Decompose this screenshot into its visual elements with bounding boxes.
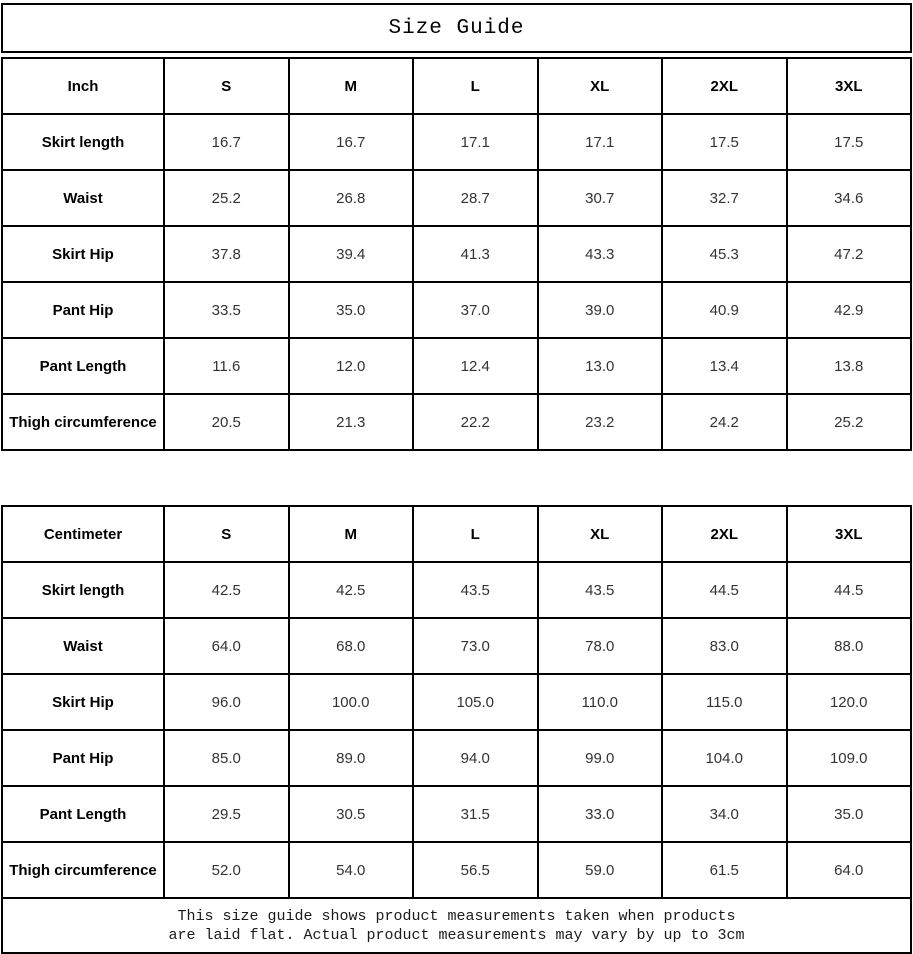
measurement-value: 23.2: [538, 394, 663, 450]
table-row: [2, 282, 911, 338]
measurement-value: 41.3: [413, 226, 538, 282]
measurement-value: 88.0: [787, 618, 912, 674]
measurement-value: 17.1: [538, 114, 663, 170]
table-row: [2, 842, 911, 898]
measurement-value: 45.3: [662, 226, 787, 282]
measurement-value: 39.4: [289, 226, 414, 282]
size-header-cell: 2XL: [662, 506, 787, 562]
measurement-value: 25.2: [164, 170, 289, 226]
measurement-value: 78.0: [538, 618, 663, 674]
row-label: Skirt Hip: [2, 226, 164, 282]
measurement-value: 20.5: [164, 394, 289, 450]
unit-header-cell: Inch: [2, 58, 164, 114]
measurement-value: 33.5: [164, 282, 289, 338]
measurement-value: 17.1: [413, 114, 538, 170]
measurement-value: 34.0: [662, 786, 787, 842]
page-title: Size Guide: [1, 3, 912, 53]
size-header-cell: 3XL: [787, 58, 912, 114]
measurement-value: 73.0: [413, 618, 538, 674]
measurement-value: 13.8: [787, 338, 912, 394]
table-row: [2, 338, 911, 394]
measurement-value: 83.0: [662, 618, 787, 674]
measurement-value: 54.0: [289, 842, 414, 898]
measurement-value: 16.7: [164, 114, 289, 170]
row-label: Skirt Hip: [2, 674, 164, 730]
measurement-value: 85.0: [164, 730, 289, 786]
size-header-cell: XL: [538, 506, 663, 562]
measurement-value: 94.0: [413, 730, 538, 786]
row-label: Skirt length: [2, 114, 164, 170]
measurement-value: 22.2: [413, 394, 538, 450]
size-guide-note-line1: This size guide shows product measurements taken when products: [177, 907, 736, 925]
measurement-value: 33.0: [538, 786, 663, 842]
table-row: [2, 786, 911, 842]
measurement-value: 44.5: [787, 562, 912, 618]
size-header-cell: 2XL: [662, 58, 787, 114]
measurement-value: 25.2: [787, 394, 912, 450]
measurement-value: 30.5: [289, 786, 414, 842]
measurement-value: 59.0: [538, 842, 663, 898]
size-header-cell: L: [413, 506, 538, 562]
measurement-value: 11.6: [164, 338, 289, 394]
size-header-cell: 3XL: [787, 506, 912, 562]
table-row: [2, 730, 911, 786]
table-row: [2, 562, 911, 618]
measurement-value: 68.0: [289, 618, 414, 674]
size-header-cell: L: [413, 58, 538, 114]
measurement-value: 42.5: [164, 562, 289, 618]
unit-header-cell: Centimeter: [2, 506, 164, 562]
measurement-value: 61.5: [662, 842, 787, 898]
measurement-value: 105.0: [413, 674, 538, 730]
measurement-value: 52.0: [164, 842, 289, 898]
measurement-value: 43.3: [538, 226, 663, 282]
measurement-value: 42.5: [289, 562, 414, 618]
size-header-cell: XL: [538, 58, 663, 114]
row-label: Pant Hip: [2, 282, 164, 338]
footnote-row: [2, 898, 911, 953]
size-guide-note: [2, 898, 911, 953]
measurement-value: 109.0: [787, 730, 912, 786]
measurement-value: 43.5: [538, 562, 663, 618]
table-row: [2, 226, 911, 282]
measurement-value: 99.0: [538, 730, 663, 786]
size-guide-note-line2: are laid flat. Actual product measurements may vary by up to 3cm: [168, 926, 745, 944]
measurement-value: 40.9: [662, 282, 787, 338]
row-label: Waist: [2, 170, 164, 226]
measurement-value: 26.8: [289, 170, 414, 226]
measurement-value: 37.0: [413, 282, 538, 338]
measurement-value: 13.4: [662, 338, 787, 394]
measurement-value: 64.0: [787, 842, 912, 898]
measurement-value: 37.8: [164, 226, 289, 282]
measurement-value: 12.4: [413, 338, 538, 394]
measurement-value: 35.0: [289, 282, 414, 338]
measurement-value: 13.0: [538, 338, 663, 394]
size-table-centimeter: [1, 505, 912, 954]
table-header-row: [2, 58, 911, 114]
measurement-value: 24.2: [662, 394, 787, 450]
measurement-value: 115.0: [662, 674, 787, 730]
measurement-value: 32.7: [662, 170, 787, 226]
measurement-value: 120.0: [787, 674, 912, 730]
measurement-value: 29.5: [164, 786, 289, 842]
size-table-inch: [1, 57, 912, 451]
measurement-value: 96.0: [164, 674, 289, 730]
row-label: Skirt length: [2, 562, 164, 618]
measurement-value: 42.9: [787, 282, 912, 338]
row-label: Thigh circumference: [2, 394, 164, 450]
row-label: Pant Length: [2, 338, 164, 394]
measurement-value: 21.3: [289, 394, 414, 450]
size-header-cell: S: [164, 506, 289, 562]
row-label: Thigh circumference: [2, 842, 164, 898]
measurement-value: 16.7: [289, 114, 414, 170]
row-label: Waist: [2, 618, 164, 674]
size-header-cell: M: [289, 506, 414, 562]
measurement-value: 110.0: [538, 674, 663, 730]
measurement-value: 12.0: [289, 338, 414, 394]
measurement-value: 100.0: [289, 674, 414, 730]
table-row: [2, 170, 911, 226]
measurement-value: 31.5: [413, 786, 538, 842]
measurement-value: 17.5: [662, 114, 787, 170]
measurement-value: 47.2: [787, 226, 912, 282]
measurement-value: 34.6: [787, 170, 912, 226]
measurement-value: 104.0: [662, 730, 787, 786]
measurement-value: 28.7: [413, 170, 538, 226]
measurement-value: 89.0: [289, 730, 414, 786]
table-row: [2, 114, 911, 170]
table-row: [2, 674, 911, 730]
table-row: [2, 394, 911, 450]
measurement-value: 56.5: [413, 842, 538, 898]
size-header-cell: S: [164, 58, 289, 114]
measurement-value: 35.0: [787, 786, 912, 842]
measurement-value: 43.5: [413, 562, 538, 618]
measurement-value: 64.0: [164, 618, 289, 674]
measurement-value: 30.7: [538, 170, 663, 226]
measurement-value: 44.5: [662, 562, 787, 618]
measurement-value: 39.0: [538, 282, 663, 338]
row-label: Pant Hip: [2, 730, 164, 786]
row-label: Pant Length: [2, 786, 164, 842]
table-row: [2, 618, 911, 674]
size-header-cell: M: [289, 58, 414, 114]
table-header-row: [2, 506, 911, 562]
measurement-value: 17.5: [787, 114, 912, 170]
